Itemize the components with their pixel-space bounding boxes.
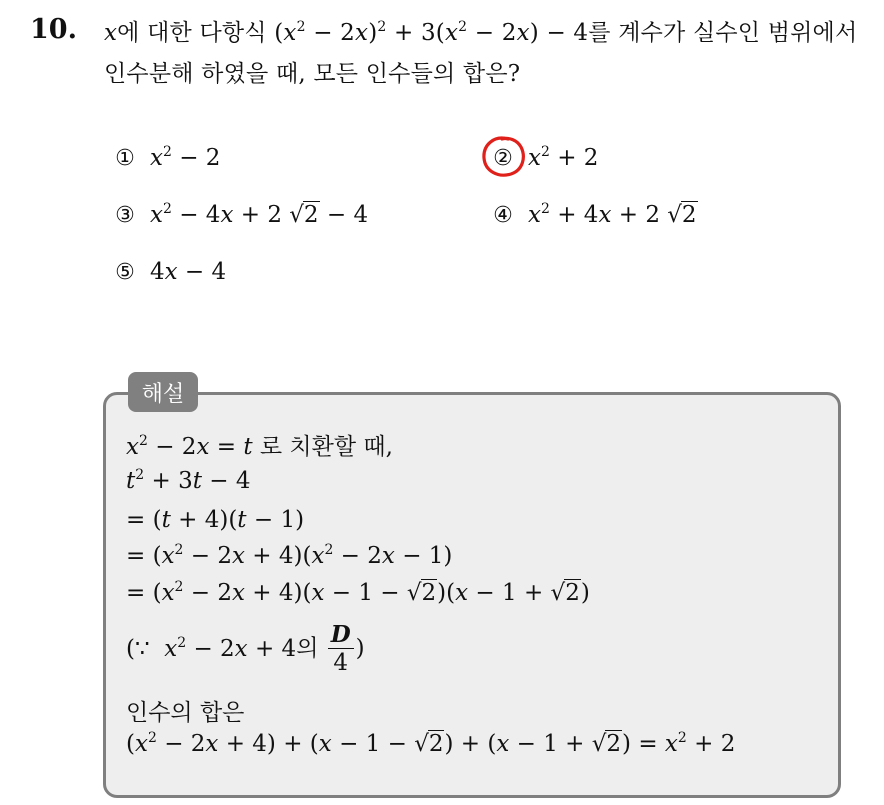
- choice-5[interactable]: [110, 259, 226, 285]
- fraction-denominator: 4: [333, 650, 349, 676]
- solution-line-6-text: 의: [296, 635, 319, 662]
- solution-line-7: 인수의 합은: [126, 700, 245, 726]
- choice-3[interactable]: [110, 202, 368, 228]
- solution-line-4: = $(x^2 - 2x + 4)(x^2 - 2x - 1)$: [126, 542, 453, 569]
- choice-1-expression: $x^2 - 2$: [150, 144, 221, 171]
- solution-line-1-text: 로 치환할 때,: [259, 434, 393, 460]
- choice-1[interactable]: [110, 145, 220, 171]
- choice-4[interactable]: [488, 202, 698, 228]
- question-text-a: 에 대한 다항식: [117, 20, 267, 46]
- choice-5-expression: 4x − 4: [150, 259, 227, 285]
- question-number: 10.: [30, 14, 77, 45]
- solution-line-2: $t^2 + 3t - 4$: [126, 467, 251, 494]
- choice-2-marker: ②: [493, 146, 513, 171]
- choice-2-expression: $x^2 + 2$: [528, 144, 599, 171]
- choice-3-marker: ③: [115, 203, 135, 228]
- fraction-numerator: D: [328, 622, 354, 649]
- solution-line-8: $(x^2 - 2x + 4) + (x - 1 - √2) + (x - 1 + √2) = x^2 + 2$: [126, 730, 736, 757]
- question-text-b: 를 계수가 실수인 범위에서: [588, 20, 858, 46]
- choice-5-marker: ⑤: [115, 260, 135, 285]
- choice-4-expression: $x^2 + 4x + 2$ √2: [528, 201, 697, 228]
- solution-line-5: = $(x^2 - 2x + 4)(x - 1 - √2)(x - 1 + √2)$: [126, 579, 590, 606]
- solution-line-6: (∵ $x^2 - 2x + 4$의 $\frac{D}{4}$ ): [126, 621, 365, 676]
- choice-2[interactable]: [488, 145, 598, 171]
- discriminant-fraction: [328, 622, 354, 677]
- solution-tag: 해설: [128, 372, 198, 412]
- choice-4-marker: ④: [493, 203, 513, 228]
- choice-3-expression: $x^2 - 4x + 2$ √2 − 4: [150, 201, 369, 228]
- question-text-line1: [104, 14, 857, 47]
- solution-line-3: = (t + 4)(t − 1): [126, 507, 305, 533]
- solution-line-1: $x^2 - 2x = t$ 로 치환할 때,: [126, 433, 393, 460]
- polynomial-expression: $(x^2 - 2x)^2 + 3(x^2 - 2x) - 4$: [274, 19, 589, 46]
- variable-x: x: [104, 20, 118, 46]
- question-text-line2: 인수분해 하였을 때, 모든 인수들의 합은?: [104, 61, 521, 87]
- choice-1-marker: ①: [115, 146, 135, 171]
